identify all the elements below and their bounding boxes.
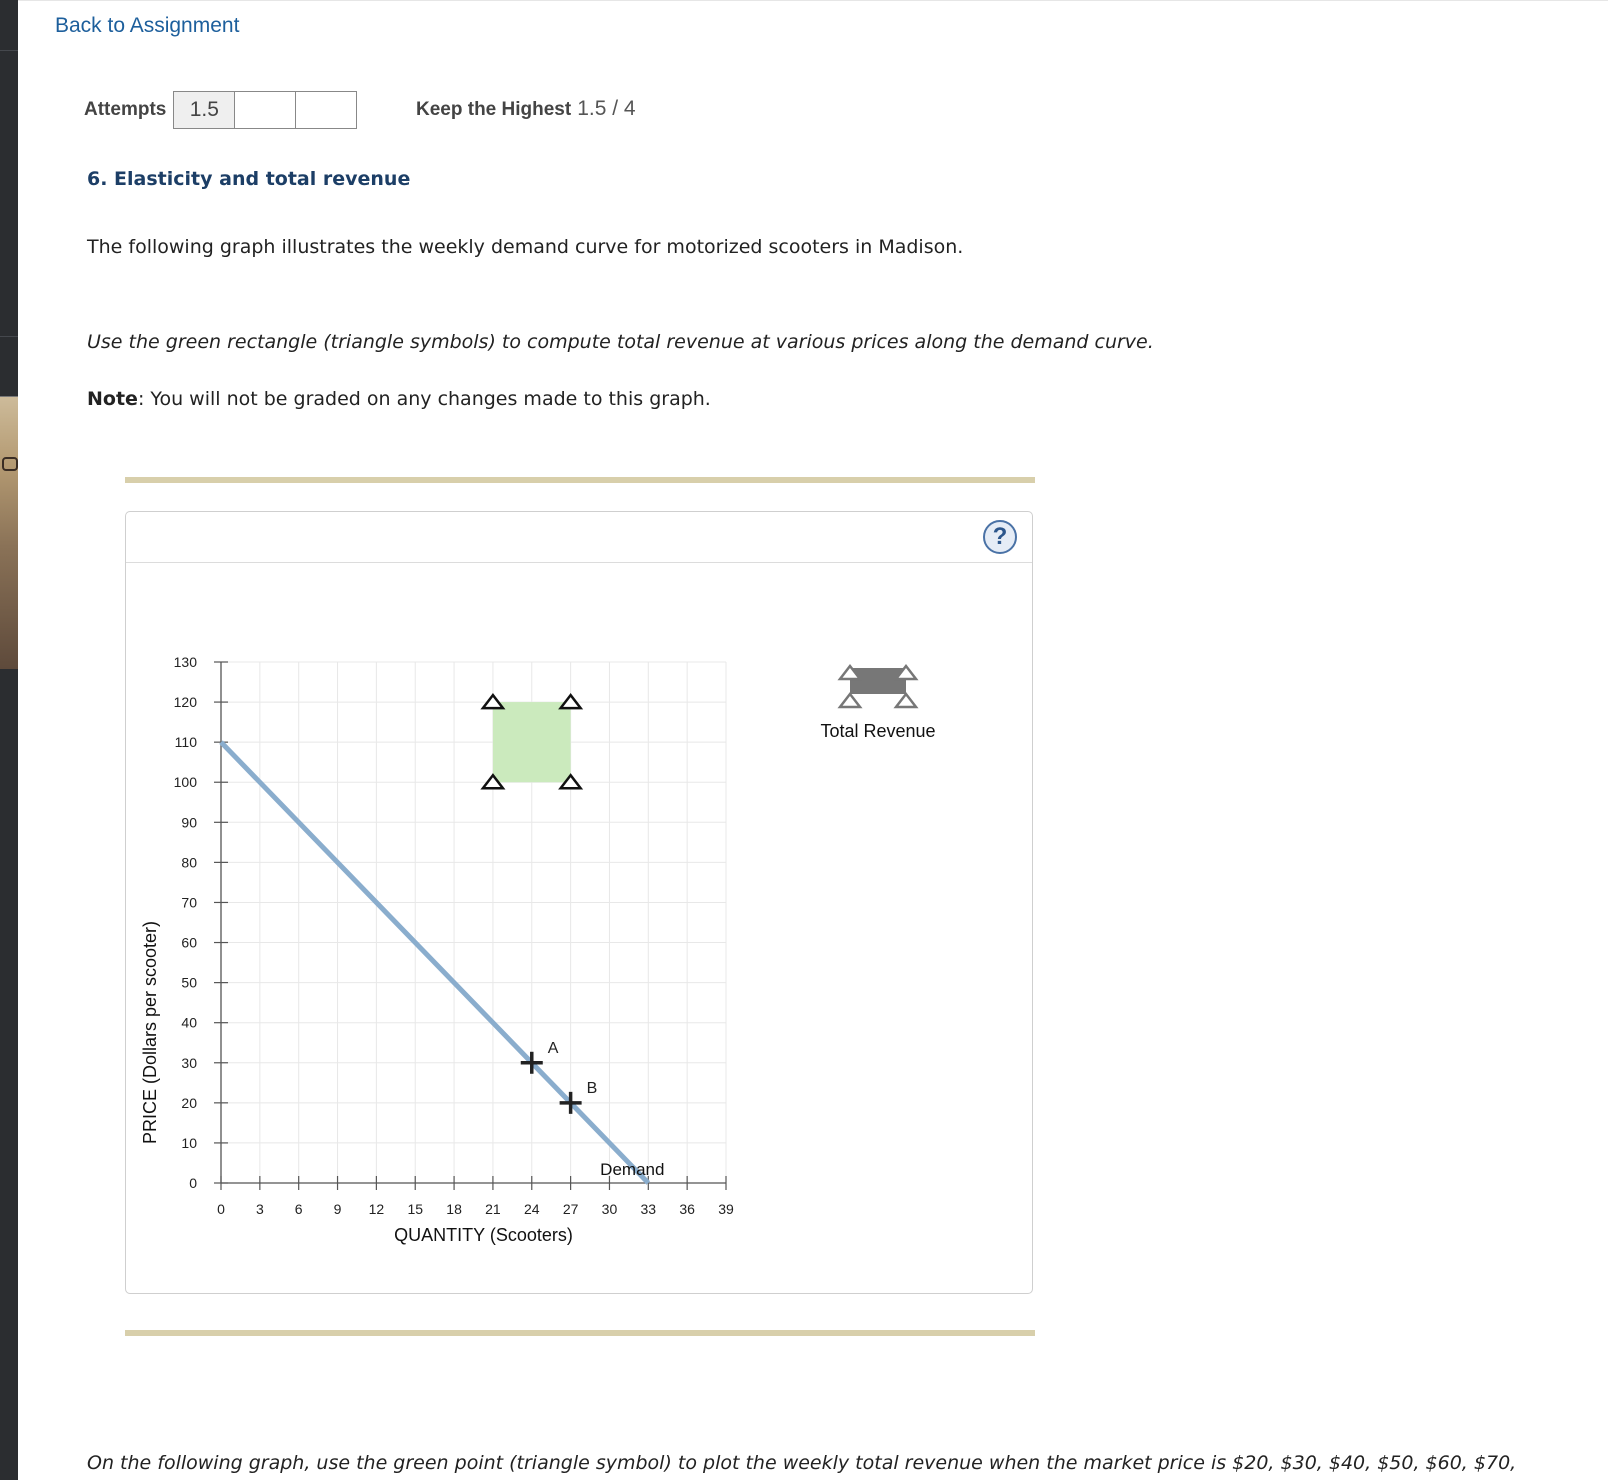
attempts-row: [84, 90, 357, 130]
y-tick-label: 110: [174, 734, 197, 751]
back-to-assignment-link[interactable]: Back to Assignment: [55, 14, 240, 37]
legend-rectangle: [850, 668, 906, 694]
axes: [214, 662, 726, 1190]
legend-triangle: [896, 694, 916, 707]
attempt-box-3: [295, 91, 357, 129]
demand-curve: [221, 742, 648, 1183]
question-instruction: Use the green rectangle (triangle symbols) to compute total revenue at various prices along the demand curve.: [87, 331, 1154, 353]
attempts-label: Attempts: [84, 99, 167, 120]
note-text: : You will not be graded on any changes made to this graph.: [137, 388, 711, 410]
left-sidebar-rail: [0, 0, 18, 1480]
y-tick-label: 20: [181, 1094, 197, 1111]
total-revenue-rectangle[interactable]: [493, 702, 571, 782]
x-tick-label: 9: [333, 1201, 342, 1217]
legend-triangle: [840, 694, 860, 707]
y-tick-label: 30: [181, 1054, 197, 1071]
demand-graph[interactable]: [126, 512, 1032, 1293]
attempt-box-1: 1.5: [173, 91, 235, 129]
y-tick-label: 80: [181, 854, 197, 871]
y-tick-label: 0: [189, 1175, 197, 1191]
help-button[interactable]: ?: [983, 520, 1017, 554]
y-tick-label: 40: [181, 1014, 197, 1031]
total-revenue-legend-label: Total Revenue: [820, 721, 936, 741]
y-tick-label: 50: [181, 974, 197, 991]
y-tick-label: 60: [181, 934, 197, 951]
keep-highest: [416, 97, 636, 121]
keep-highest-score: 1.5 / 4: [577, 97, 636, 120]
top-border: [18, 0, 1608, 1]
x-tick-label: 39: [718, 1201, 734, 1217]
x-tick-label: 12: [368, 1201, 385, 1217]
glasses-shape: [2, 457, 18, 471]
question-intro: The following graph illustrates the weekly demand curve for motorized scooters in Madison.: [87, 236, 964, 258]
rectangle-corner-handle[interactable]: [483, 695, 503, 708]
x-axis-label: QUANTITY (Scooters): [394, 1225, 573, 1245]
total-revenue-legend-tool[interactable]: [840, 666, 916, 707]
user-photo-thumbnail[interactable]: [0, 396, 18, 669]
next-question-instruction: On the following graph, use the green point (triangle symbol) to plot the weekly total revenue when the market price is $20, $30, $40, $50, $60, $70,: [87, 1452, 1517, 1474]
x-tick-label: 6: [294, 1201, 303, 1217]
rail-divider: [0, 336, 18, 337]
demand-label: Demand: [600, 1160, 665, 1179]
y-axis-label: PRICE (Dollars per scooter): [140, 920, 160, 1145]
y-tick-label: 70: [181, 894, 197, 911]
x-tick-label: 36: [679, 1201, 695, 1217]
keep-highest-label: Keep the Highest: [416, 99, 572, 120]
graph-panel: [125, 511, 1033, 1294]
y-tick-label: 100: [173, 774, 197, 791]
x-tick-label: 21: [485, 1201, 501, 1217]
point-label: B: [586, 1079, 598, 1097]
question-title: 6. Elasticity and total revenue: [87, 168, 411, 190]
question-note: [87, 388, 711, 410]
x-tick-label: 18: [446, 1201, 462, 1217]
graph-bottom-rule: [125, 1330, 1035, 1336]
x-tick-label: 27: [562, 1201, 579, 1217]
attempt-box-2: [234, 91, 296, 129]
rectangle-corner-handle[interactable]: [561, 695, 581, 708]
graph-top-rule: [125, 477, 1035, 483]
y-tick-label: 10: [181, 1134, 197, 1151]
x-tick-label: 15: [407, 1201, 424, 1217]
y-tick-label: 120: [173, 694, 197, 711]
rail-divider: [0, 50, 18, 51]
x-tick-label: 33: [640, 1201, 657, 1217]
y-tick-label: 90: [181, 814, 197, 831]
x-tick-label: 30: [601, 1201, 618, 1217]
point-label: A: [547, 1039, 559, 1057]
x-tick-label: 0: [217, 1201, 225, 1217]
x-tick-label: 3: [255, 1201, 264, 1217]
x-tick-label: 24: [523, 1201, 540, 1217]
note-label: Note: [87, 388, 138, 410]
grid: [221, 662, 726, 1183]
y-tick-label: 130: [173, 654, 197, 670]
